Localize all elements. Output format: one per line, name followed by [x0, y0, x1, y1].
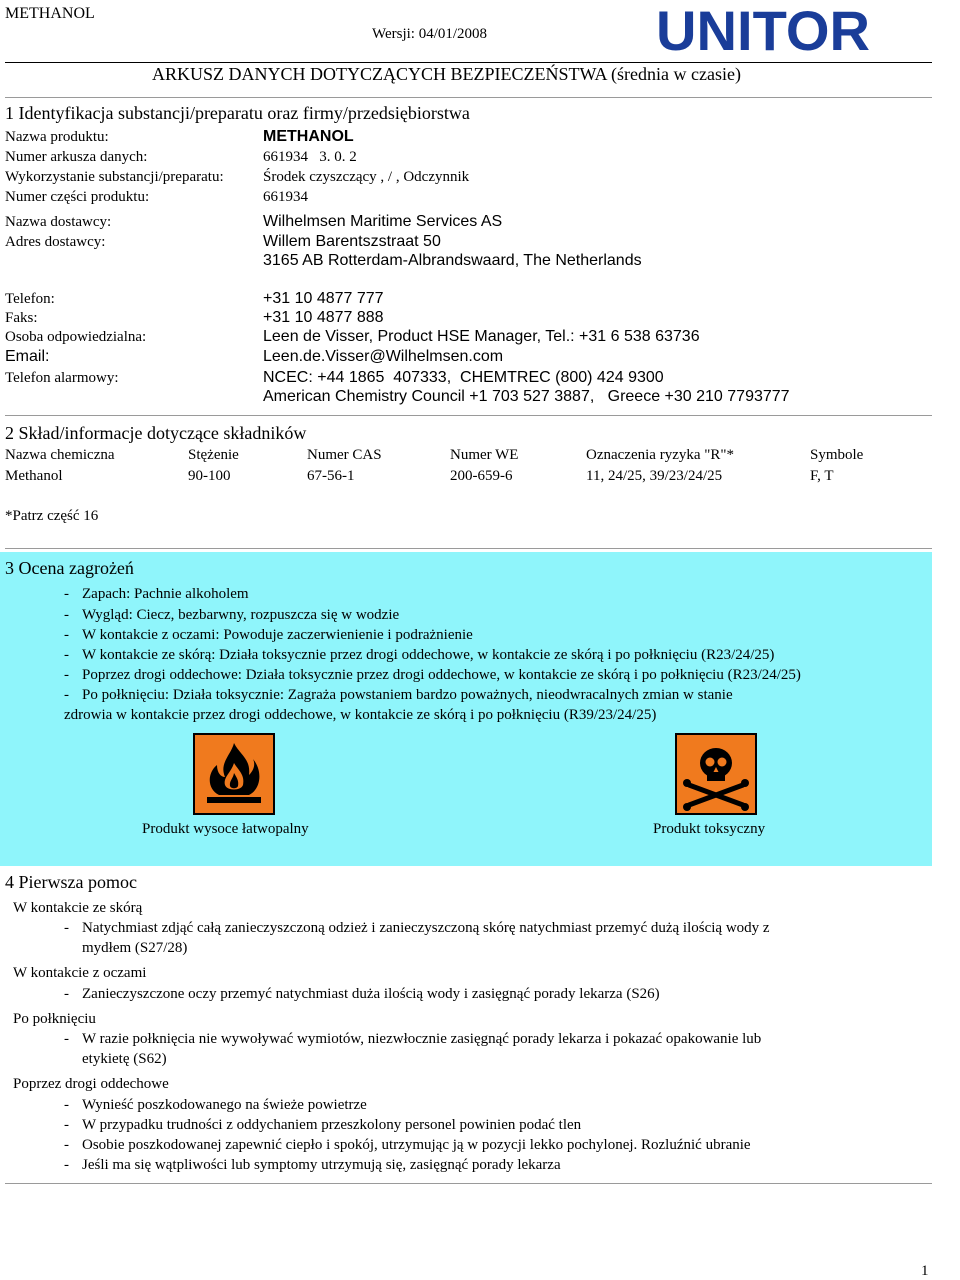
value-email[interactable]: Leen.de.Visser@Wilhelmsen.com	[263, 348, 504, 365]
col-header-symbols: Symbole	[810, 447, 864, 463]
divider	[5, 1183, 932, 1184]
caption-highly-flammable: Produkt wysoce łatwopalny	[142, 821, 309, 837]
label-email: Email:	[5, 348, 50, 365]
value-supplier-name: Wilhelmsen Maritime Services AS	[263, 213, 503, 230]
document-title: ARKUSZ DANYCH DOTYCZĄCYCH BEZPIECZEŃSTWA (średnia w czasie)	[152, 64, 741, 84]
document-name: METHANOL	[5, 5, 95, 22]
header-divider	[5, 62, 932, 63]
value-responsible-person: Leen de Visser, Product HSE Manager, Tel.: +31 6 538 63736	[263, 328, 700, 345]
footnote-see-section-16: *Patrz część 16	[5, 508, 99, 524]
value-emergency-phone: NCEC: +44 1865 407333, CHEMTREC (800) 424 9300	[263, 369, 664, 386]
cell-concentration: 90-100	[188, 468, 231, 484]
value-supplier-city: 3165 AB Rotterdam-Albrandswaard, The Netherlands	[263, 252, 642, 269]
col-header-concentration: Stężenie	[188, 447, 239, 463]
label-product-name: Nazwa produktu:	[5, 129, 109, 145]
list-item-continuation: etykietę (S62)	[82, 1051, 167, 1067]
section-1-heading: 1 Identyfikacja substancji/preparatu oraz firmy/przedsiębiorstwa	[5, 103, 470, 123]
cell-symbols: F, T	[810, 468, 834, 484]
value-sheet-number: 661934 3. 0. 2	[263, 149, 357, 165]
col-header-risk-phrases: Oznaczenia ryzyka "R"*	[586, 447, 735, 463]
skull-crossbones-icon	[675, 733, 757, 815]
first-aid-ingestion-title: Po połknięciu	[13, 1011, 96, 1027]
first-aid-skin-title: W kontakcie ze skórą	[13, 900, 143, 916]
section-3-heading: 3 Ocena zagrożeń	[5, 558, 134, 578]
value-usage: Środek czyszczący , / , Odczynnik	[263, 169, 470, 185]
label-sheet-number: Numer arkusza danych:	[5, 149, 148, 165]
unitor-logo	[655, 5, 872, 53]
divider	[5, 548, 932, 549]
label-responsible-person: Osoba odpowiedzialna:	[5, 329, 147, 345]
divider	[5, 415, 932, 416]
value-fax: +31 10 4877 888	[263, 309, 384, 326]
list-item-continuation: zdrowia w kontakcie przez drogi oddechowe, w kontakcie ze skórą i po połknięciu (R39/23/24/25)	[64, 707, 657, 723]
page-number: 1	[921, 1263, 929, 1279]
label-phone: Telefon:	[5, 291, 55, 307]
value-supplier-address: Willem Barentszstraat 50	[263, 233, 441, 250]
label-supplier-address: Adres dostawcy:	[5, 234, 106, 250]
label-supplier-name: Nazwa dostawcy:	[5, 214, 112, 230]
section-2-heading: 2 Skład/informacje dotyczące składników	[5, 423, 307, 443]
col-header-ec: Numer WE	[450, 447, 519, 463]
cell-ec: 200-659-6	[450, 468, 513, 484]
label-part-number: Numer części produktu:	[5, 189, 150, 205]
value-phone: +31 10 4877 777	[263, 290, 384, 307]
divider	[5, 97, 932, 98]
value-part-number: 661934	[263, 189, 308, 205]
first-aid-eyes-title: W kontakcie z oczami	[13, 965, 147, 981]
col-header-chemical-name: Nazwa chemiczna	[5, 447, 115, 463]
col-header-cas: Numer CAS	[307, 447, 382, 463]
version-date: Wersji: 04/01/2008	[372, 26, 488, 42]
label-emergency-phone: Telefon alarmowy:	[5, 370, 119, 386]
value-product-name: METHANOL	[263, 128, 354, 145]
cell-risk-phrases: 11, 24/25, 39/23/24/25	[586, 468, 723, 484]
section-4-heading: 4 Pierwsza pomoc	[5, 872, 137, 892]
label-usage: Wykorzystanie substancji/preparatu:	[5, 169, 224, 185]
first-aid-inhalation-title: Poprzez drogi oddechowe	[13, 1076, 169, 1092]
caption-toxic: Produkt toksyczny	[653, 821, 766, 837]
value-emergency-phone-2: American Chemistry Council +1 703 527 3887, Greece +30 210 7793777	[263, 388, 790, 405]
list-item-continuation: mydłem (S27/28)	[82, 940, 188, 956]
cell-chemical-name: Methanol	[5, 468, 63, 484]
logo-text: UNITOR	[656, 5, 870, 53]
flame-icon	[193, 733, 275, 815]
cell-cas: 67-56-1	[307, 468, 355, 484]
label-fax: Faks:	[5, 310, 38, 326]
